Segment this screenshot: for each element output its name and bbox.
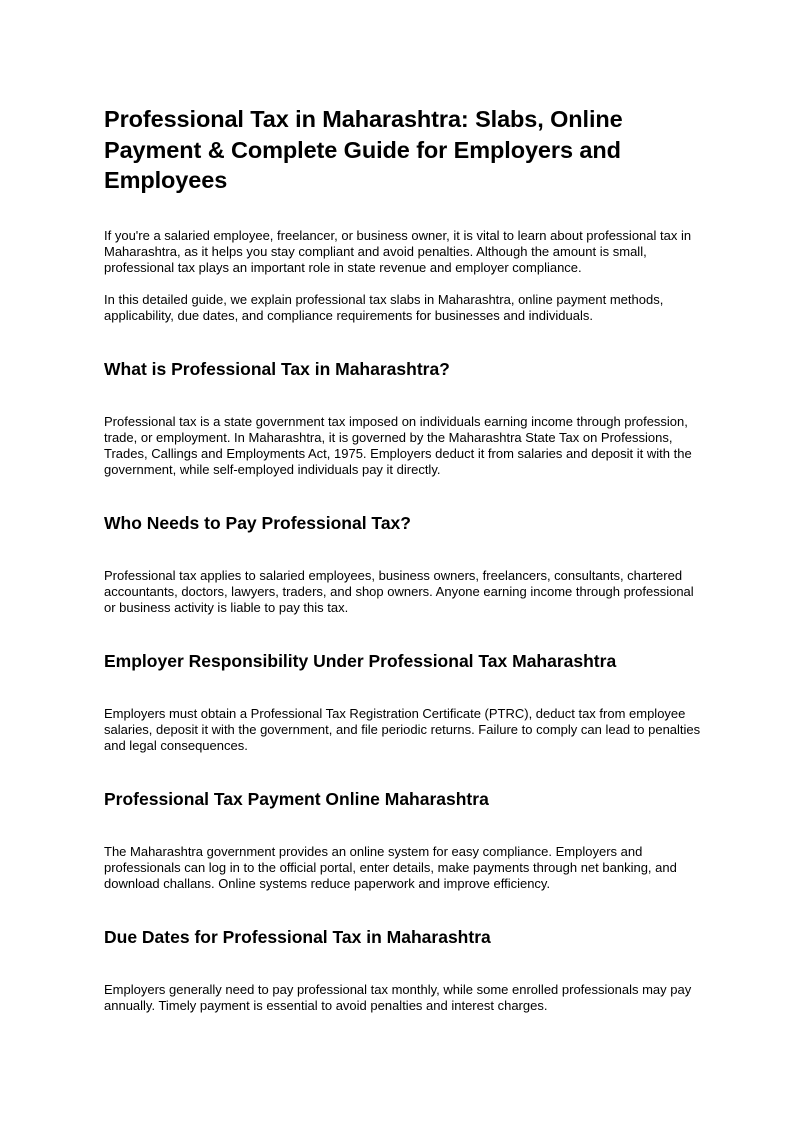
intro-paragraph: If you're a salaried employee, freelancer, or business owner, it is vital to learn about professional tax in Maharashtra, as it helps you stay compliant and avoid penalties. Although the amount is small, professional tax plays an important role in state revenue and employer compliance. bbox=[104, 227, 692, 275]
section-due-dates bbox=[104, 926, 704, 1014]
section-online-payment bbox=[104, 788, 704, 892]
section-body: Professional tax is a state government tax imposed on individuals earning income through profession, trade, or employment. In Maharashtra, it is governed by the Maharashtra State Tax on Professions, Trades, Callings and Employments Act, 1975. Employers deduct it from salaries and deposit it with the government, while self-employed individuals pay it directly. bbox=[104, 413, 692, 477]
document-page bbox=[104, 104, 704, 1014]
section-what-is bbox=[104, 358, 704, 478]
section-heading: Who Needs to Pay Professional Tax? bbox=[104, 512, 411, 533]
section-body: The Maharashtra government provides an online system for easy compliance. Employers and professionals can log in to the official portal, enter details, make payments through net banking, and download challans. Online systems reduce paperwork and improve efficiency. bbox=[104, 843, 677, 891]
section-heading: Employer Responsibility Under Professional Tax Maharashtra bbox=[104, 650, 617, 671]
section-heading: Professional Tax Payment Online Maharashtra bbox=[104, 788, 489, 809]
section-body: Employers must obtain a Professional Tax Registration Certificate (PTRC), deduct tax from employee salaries, deposit it with the government, and file periodic returns. Failure to comply can lead to penalties and legal consequences. bbox=[104, 705, 701, 753]
section-heading: What is Professional Tax in Maharashtra? bbox=[104, 358, 450, 379]
section-heading: Due Dates for Professional Tax in Maharashtra bbox=[104, 926, 491, 947]
section-body: Employers generally need to pay professional tax monthly, while some enrolled professionals may pay annually. Timely payment is essential to avoid penalties and interest charges. bbox=[104, 981, 692, 1013]
section-body: Professional tax applies to salaried employees, business owners, freelancers, consultants, chartered accountants, doctors, lawyers, traders, and shop owners. Anyone earning income through professional or business activity is liable to pay this tax. bbox=[104, 567, 694, 615]
section-who-pays bbox=[104, 512, 704, 616]
section-employer-responsibility bbox=[104, 650, 704, 754]
intro-paragraph: In this detailed guide, we explain professional tax slabs in Maharashtra, online payment methods, applicability, due dates, and compliance requirements for businesses and individuals. bbox=[104, 291, 664, 323]
document-title: Professional Tax in Maharashtra: Slabs, Online Payment & Complete Guide for Employers and Employees bbox=[104, 106, 623, 193]
